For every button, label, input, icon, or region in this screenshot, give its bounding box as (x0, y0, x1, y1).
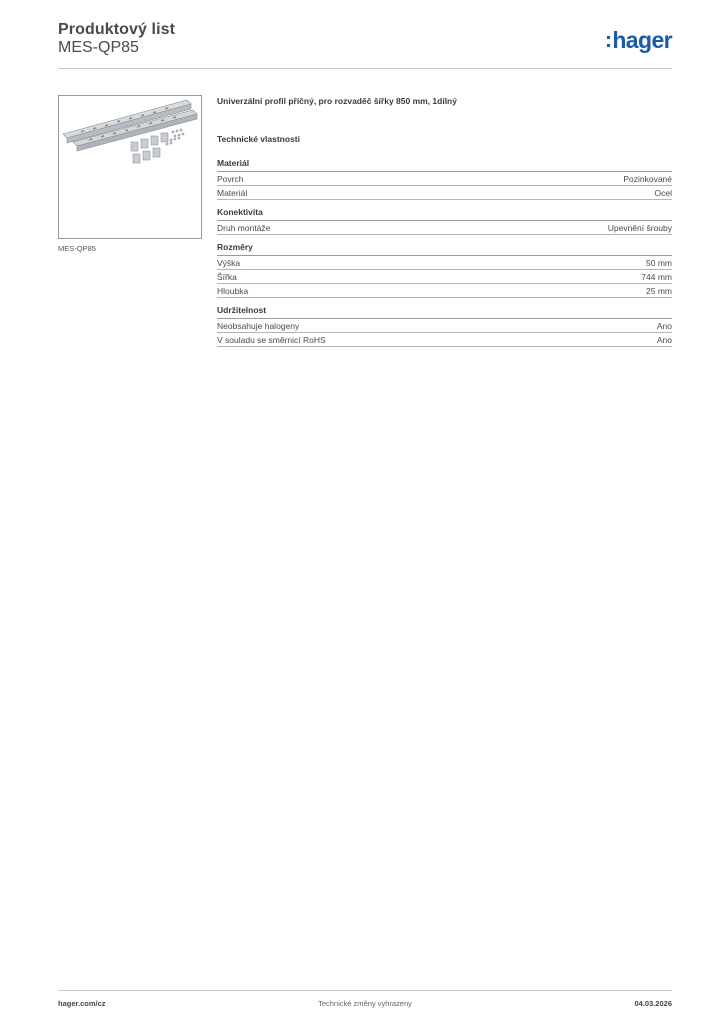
spec-value: 50 mm (646, 258, 672, 268)
section-connectivity (217, 207, 672, 235)
footer-website-link[interactable]: hager.com/cz (58, 999, 106, 1008)
spec-row (217, 284, 672, 298)
footer-disclaimer: Technické změny vyhrazeny (318, 999, 412, 1008)
spec-value: Upevnění šrouby (607, 223, 672, 233)
product-image (58, 95, 202, 239)
spec-label: Výška (217, 258, 241, 268)
spec-row (217, 221, 672, 235)
logo-dots-icon (607, 36, 610, 47)
spec-row (217, 333, 672, 347)
section-title: Udržitelnost (217, 305, 672, 319)
spec-row (217, 172, 672, 186)
spec-label: Hloubka (217, 286, 249, 296)
logo-text: hager (612, 27, 672, 53)
spec-label: Neobsahuje halogeny (217, 321, 300, 331)
product-description: Univerzální profil příčný, pro rozvaděč šířky 850 mm, 1dílný (217, 96, 457, 106)
spec-row (217, 319, 672, 333)
spec-label: Povrch (217, 174, 244, 184)
section-sustainability (217, 305, 672, 347)
image-caption: MES-QP85 (58, 244, 96, 253)
spec-label: Materiál (217, 188, 248, 198)
document-header (58, 20, 672, 68)
hager-logo (607, 28, 672, 56)
spec-value: 25 mm (646, 286, 672, 296)
header-divider (58, 68, 672, 69)
spec-row (217, 186, 672, 200)
product-content (217, 96, 672, 354)
spec-value: Ano (656, 321, 672, 331)
spec-value: 744 mm (641, 272, 672, 282)
spec-value: Ocel (654, 188, 672, 198)
footer-date: 04.03.2026 (634, 999, 672, 1008)
spec-row (217, 256, 672, 270)
section-dimensions (217, 242, 672, 298)
spec-label: V souladu se směrnicí RoHS (217, 335, 326, 345)
section-title: Konektivita (217, 207, 672, 221)
technical-properties-title: Technické vlastnosti (217, 134, 300, 144)
spec-row (217, 270, 672, 284)
document-type-title: Produktový list (58, 21, 176, 38)
spec-label: Druh montáže (217, 223, 271, 233)
steel-profile-rails-image (59, 96, 201, 238)
section-title: Rozměry (217, 242, 672, 256)
spec-value: Pozinkované (623, 174, 672, 184)
product-code-title: MES-QP85 (58, 39, 139, 56)
section-title: Materiál (217, 158, 672, 172)
spec-value: Ano (656, 335, 672, 345)
section-material (217, 158, 672, 200)
spec-label: Šířka (217, 272, 237, 282)
footer-divider (58, 990, 672, 991)
